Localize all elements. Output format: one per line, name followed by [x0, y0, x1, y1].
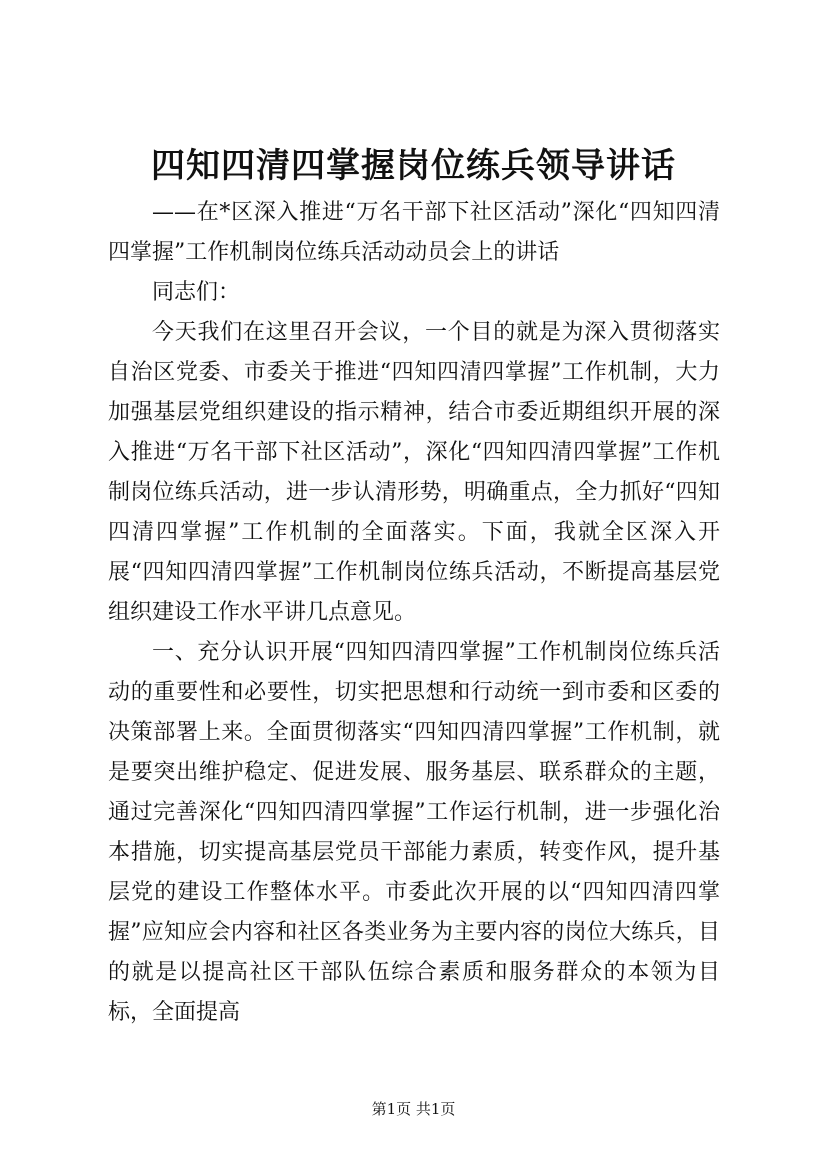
body-paragraph: 一、充分认识开展“四知四清四掌握”工作机制岗位练兵活动的重要性和必要性，切实把思想和行动统一到市委和区委的决策部署上来。全面贯彻落实“四知四清四掌握”工作机制，就是要突出维护稳定、促进发展、服务基层、联系群众的主题，通过完善深化“四知四清四掌握”工作运行机制，进一步强化治本措施，切实提高基层党员干部能力素质，转变作风，提升基层党的建设工作整体水平。市委此次开展的以“四知四清四掌握”应知应会内容和社区各类业务为主要内容的岗位大练兵，目的就是以提高社区干部队伍综合素质和服务群众的本领为目标，全面提高	[108, 640, 720, 1025]
page-title: 四知四清四掌握岗位练兵领导讲话	[151, 146, 676, 186]
salutation-paragraph: 同志们：	[152, 280, 241, 305]
body-paragraph: 今天我们在这里召开会议，一个目的就是为深入贯彻落实自治区党委、市委关于推进“四知四清四掌握”工作机制，大力加强基层党组织建设的指示精神，结合市委近期组织开展的深入推进“万名干部下社区活动”，深化“四知四清四掌握”工作机制岗位练兵活动，进一步认清形势，明确重点，全力抓好“四知四清四掌握”工作机制的全面落实。下面，我就全区深入开展“四知四清四掌握”工作机制岗位练兵活动，不断提高基层党组织建设工作水平讲几点意见。	[108, 320, 720, 625]
document-body	[108, 193, 720, 1033]
subtitle-paragraph: ——在*区深入推进“万名干部下社区活动”深化“四知四清四掌握”工作机制岗位练兵活动动员会上的讲话	[108, 200, 720, 265]
page-footer: 第1页 共1页	[371, 1100, 456, 1118]
